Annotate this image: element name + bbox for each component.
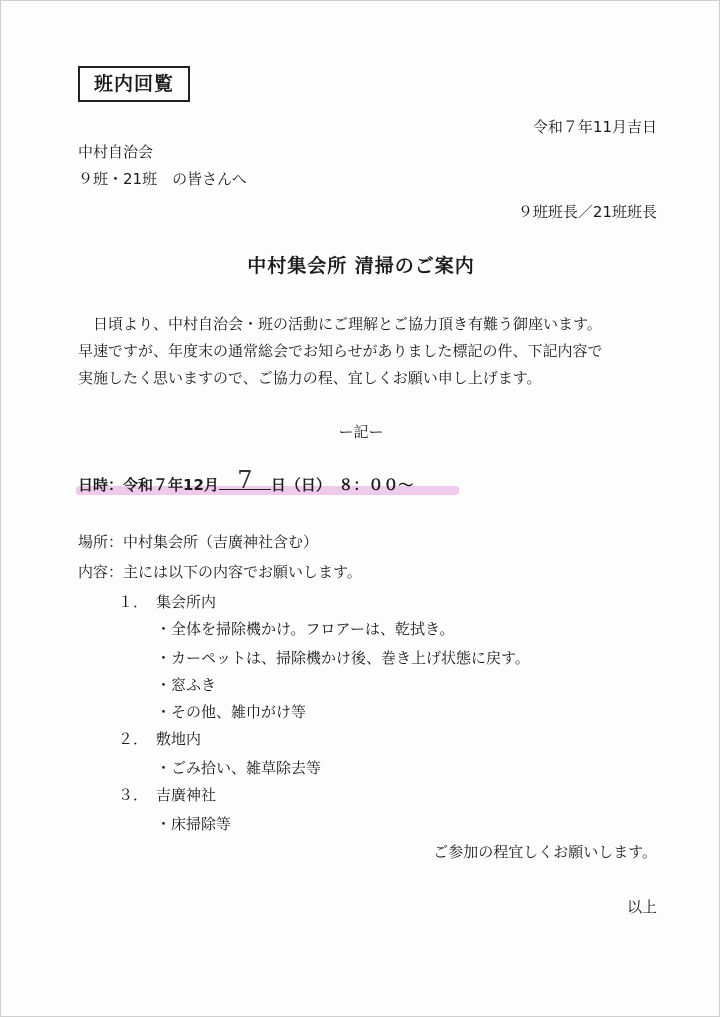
content-intro: 内容：主には以下の内容でお願いします。 xyxy=(78,563,362,581)
item-3-number: ３． xyxy=(118,786,149,804)
circulation-badge: 班内回覧 xyxy=(78,66,190,102)
end-mark: 以上 xyxy=(626,898,657,916)
body-line-1: 日頃より、中村自治会・班の活動にご理解とご協力頂き有難う御座います。 xyxy=(93,315,602,333)
body-line-3: 実施したく思いますので、ご協力の程、宜しくお願い申し上げます。 xyxy=(78,369,542,387)
item-1-bullet-1: ・全体を掃除機かけ。フロアーは、乾拭き。 xyxy=(156,620,455,638)
recipients: ９班・21班 の皆さんへ xyxy=(78,170,247,188)
item-3-bullet-1: ・床掃除等 xyxy=(156,815,232,833)
item-2-title: 敷地内 xyxy=(156,730,202,748)
document-title: 中村集会所 清掃のご案内 xyxy=(239,251,483,278)
event-place: 場所：中村集会所（吉廣神社含む） xyxy=(78,533,319,551)
issue-date: 令和７年11月吉日 xyxy=(532,118,657,136)
item-1-bullet-4: ・その他、雑巾がけ等 xyxy=(156,703,307,721)
organization-name: 中村自治会 xyxy=(78,143,154,161)
item-1-number: １． xyxy=(118,593,149,611)
handwritten-day: 7 xyxy=(219,471,271,490)
datetime-suffix: 日（日） ８：００～ xyxy=(270,476,414,494)
item-2-bullet-1: ・ごみ拾い、雑草除去等 xyxy=(156,759,322,777)
item-1-title: 集会所内 xyxy=(156,593,217,611)
sender: ９班班長／21班班長 xyxy=(517,203,657,221)
closing-message: ご参加の程宜しくお願いします。 xyxy=(433,843,657,861)
body-paragraph xyxy=(78,311,668,392)
item-1-bullet-3: ・窓ふき xyxy=(156,676,217,694)
body-line-2: 早速ですが、年度末の通常総会でお知らせがありました標記の件、下記内容で xyxy=(78,342,603,360)
event-datetime xyxy=(78,466,414,495)
ki-heading: ー記ー xyxy=(338,423,384,441)
item-3-title: 吉廣神社 xyxy=(156,786,217,804)
item-2-number: ２． xyxy=(118,730,149,748)
item-1-bullet-2: ・カーペットは、掃除機かけ後、巻き上げ状態に戻す。 xyxy=(156,649,530,667)
datetime-prefix: 日時：令和７年12月 xyxy=(78,476,219,494)
title-wrap xyxy=(1,251,720,278)
